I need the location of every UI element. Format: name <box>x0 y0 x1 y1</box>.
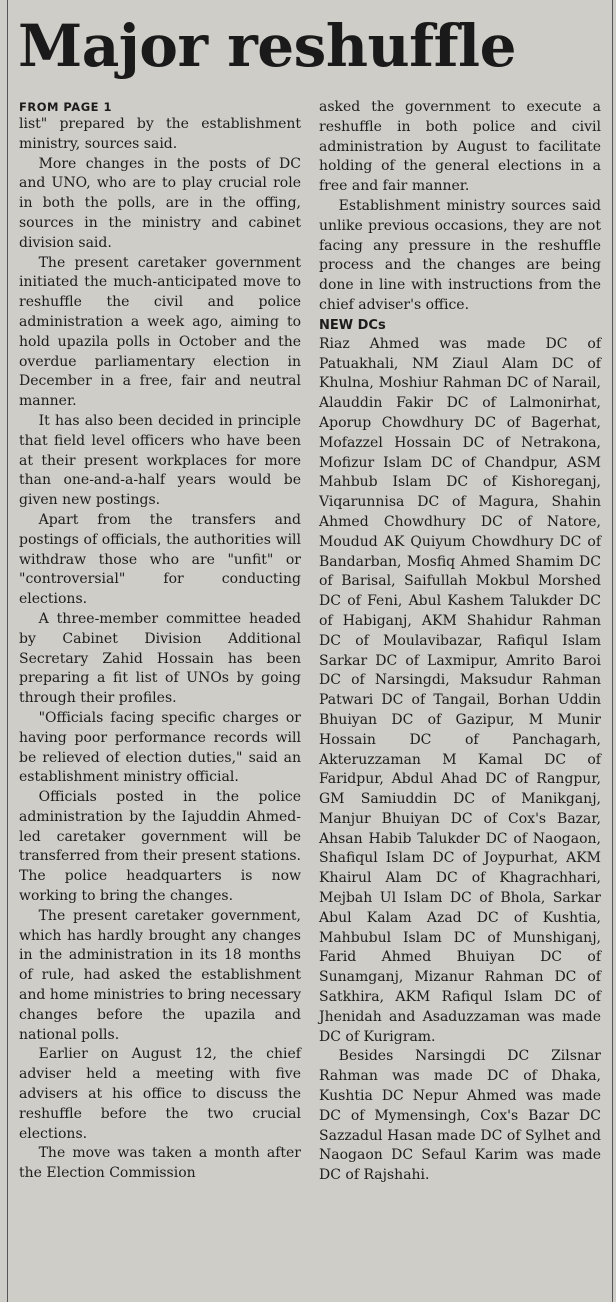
paragraph: "Officials facing specific charges or having poor performance records will be relieved of election duties," said an establishment ministry official. <box>19 709 301 786</box>
paragraph: asked the government to execute a reshuffle in both police and civil administration by August to facilitate holding of the general elections in a free and fair manner. <box>319 99 601 195</box>
paragraph: A three-member committee headed by Cabinet Division Additional Secretary Zahid Hossain has been preparing a fit list of UNOs by going through their profiles. <box>19 610 301 707</box>
new-dcs-paragraph: Riaz Ahmed was made DC of Patuakhali, NM Ziaul Alam DC of Khulna, Moshiur Rahman DC of Narail, Alauddin Fakir DC of Lalmonirhat, Aporup Chowdhury DC of Bagerhat, Mofazzel Hossain DC of Netrakona, Mofizur Islam DC of Chandpur, ASM Mahbub Islam DC of Kishoreganj, Viqarunnisa DC of Magura, Shahin Ahmed Chowdhury DC of Natore, Moudud AK Quiyum Chowdhury DC of Bandarban, Mosfiq Ahmed Shamim DC of Barisal, Saifullah Mokbul Morshed DC of Feni, Abul Kashem Talukder DC of Habiganj, AKM Shahidur Rahman DC of Moulavibazar, Rafiqul Islam Sarkar DC of Laxmipur, Amrito Baroi DC of Narsingdi, Maksudur Rahman Patwari DC of Tangail, Borhan Uddin Bhuiyan DC of Gazipur, M Munir Hossain DC of Panchagarh, Akteruzzaman M Kamal DC of Faridpur, Abdul Ahad DC of Rangpur, GM Samiuddin DC of Manikganj, Manjur Bhuiyan DC of Cox's Bazar, Ahsan Habib Talukder DC of Naogaon, Shafiqul Islam DC of Joypurhat, AKM Khairul Alam DC of Khagrachhari, Mejbah Ul Islam DC of Bhola, Sarkar Abul Kalam Azad DC of Kushtia, Mahbubul Islam DC of Munshiganj, Farid Ahmed Bhuiyan DC of Sunamganj, Mizanur Rahman DC of Satkhira, AKM Rafiqul Islam DC of Jhenidah and Asaduzzaman was made DC of Kurigram. <box>319 335 601 1045</box>
closing-paragraph: Besides Narsingdi DC Zilsnar Rahman was made DC of Dhaka, Kushtia DC Nepur Ahmed was made DC of Mymensingh, Cox's Bazar DC Sazzadul Hasan made DC of Sylhet and Naogaon DC Sefaul Karim was made DC of Rajshahi. <box>319 1048 601 1184</box>
paragraph: Apart from the transfers and postings of officials, the authorities will withdraw those who are "unfit" or "controversial" for conducting elections. <box>19 511 301 608</box>
paragraph: Establishment ministry sources said unlike previous occasions, they are not facing any pressure in the reshuffle process and the changes are being done in line with instructions from the chief adviser's office. <box>319 197 601 313</box>
paragraph: The present caretaker government initiated the much-anticipated move to reshuffle the civil and police administration a week ago, aiming to hold upazila polls in October and the overdue parliamentary election in December in a free, fair and neutral manner. <box>19 254 301 410</box>
article-column-left <box>19 98 301 1184</box>
paragraph: The move was taken a month after the Election Commission <box>19 1145 301 1182</box>
column-rule-right <box>612 0 613 1302</box>
article-column-right <box>319 98 601 1186</box>
headline: Major reshuffle <box>18 12 516 80</box>
paragraph: list" prepared by the establishment ministry, sources said. <box>19 116 301 152</box>
paragraph: Officials posted in the police administration by the Iajuddin Ahmed-led caretaker government will be transferred from their present stations. The police headquarters is now working to bring the changes. <box>19 789 301 905</box>
jump-line: FROM PAGE 1 <box>19 100 113 114</box>
column-rule-left <box>7 0 8 1302</box>
subheading-new-dcs: NEW DCs <box>319 317 386 333</box>
paragraph: It has also been decided in principle that field level officers who have been at their present workplaces for more than one-and-a-half years would be given new postings. <box>19 412 301 509</box>
paragraph: The present caretaker government, which has hardly brought any changes in the administration in its 18 months of rule, had asked the establishment and home ministries to bring necessary changes before the upazila and national polls. <box>19 907 301 1043</box>
paragraph: Earlier on August 12, the chief adviser held a meeting with five advisers at his office to discuss the reshuffle before the two crucial elections. <box>19 1046 301 1142</box>
paragraph: More changes in the posts of DC and UNO, who are to play crucial role in both the polls, are in the offing, sources in the ministry and cabinet division said. <box>19 155 301 251</box>
